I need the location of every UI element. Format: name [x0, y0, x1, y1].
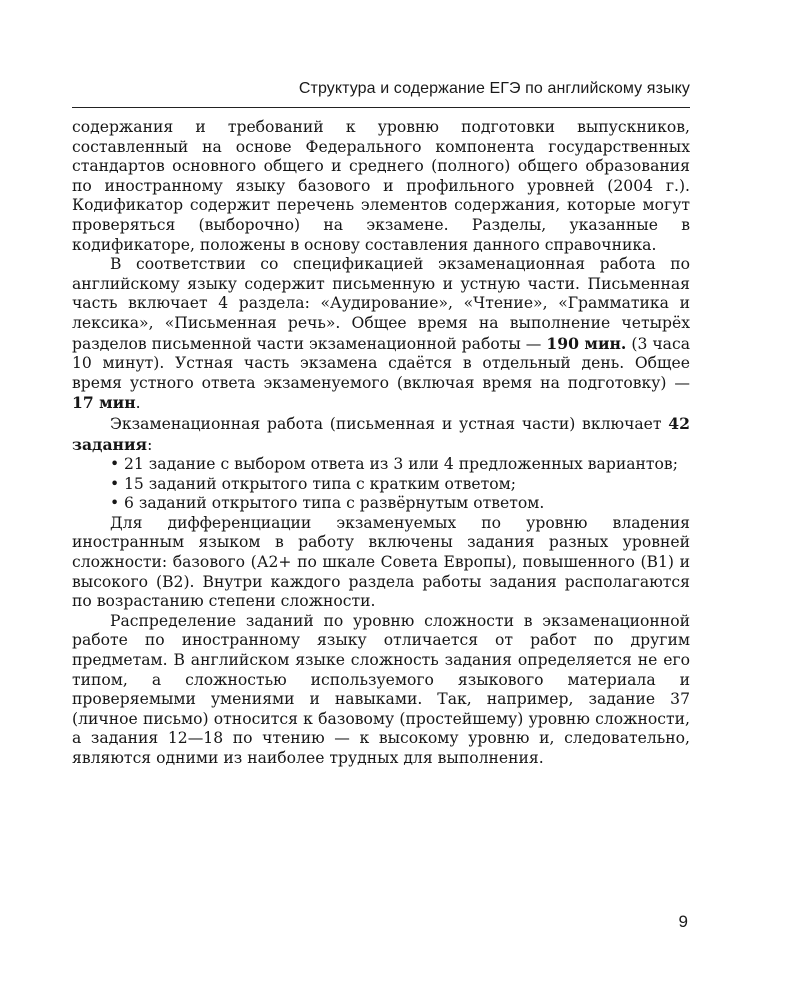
- total-tasks: 42 задания: [72, 413, 690, 454]
- bullet-icon: •: [110, 474, 120, 493]
- task-types-list: [72, 455, 690, 514]
- page-body: [72, 118, 690, 769]
- bullet-icon: •: [110, 494, 120, 513]
- list-item-text: 6 заданий открытого типа с развёрнутым ответом.: [124, 494, 545, 513]
- header-divider: [72, 107, 690, 108]
- paragraph-specification-text-1: В соответствии со спецификацией экзаменационная работа по английскому языку содержит письменную и устную части. Письменная часть включает 4 раздела: «Аудирование», «Чтение», «Грамматика и лексика», «Письменная речь». Общее время на выполнение четырёх разделов письменной части экзаменационной работы —: [72, 255, 690, 353]
- paragraph-specification-text-3: .: [135, 394, 141, 413]
- list-item-text: 21 задание с выбором ответа из 3 или 4 предложенных вариантов;: [124, 455, 678, 474]
- paragraph-specification-text-2: (3 часа 10 минут). Устная часть экзамена сдаётся в отдельный день. Общее время устного ответа экзаменуемого (включая время на подготовку) —: [72, 334, 690, 392]
- bullet-icon: •: [110, 455, 120, 474]
- paragraph-task-count: [72, 414, 690, 455]
- list-item: [110, 494, 690, 514]
- written-part-duration: 190 мин.: [546, 333, 627, 353]
- list-item: [110, 475, 690, 495]
- paragraph-codifier: содержания и требований к уровню подготовки выпускников, составленный на основе Федерального компонента государственных стандартов основного общего и среднего (полного) общего образования по иностранному языку базового и профильного уровней (2004 г.). Кодификатор содержит перечень элементов содержания, которые могут проверяться (выборочно) на экзамене. Разделы, указанные в кодификаторе, положены в основу составления данного справочника.: [72, 118, 690, 254]
- page-number: 9: [678, 912, 688, 931]
- list-item: [110, 455, 690, 475]
- list-item-text: 15 заданий открытого типа с кратким ответом;: [124, 474, 516, 493]
- paragraph-difficulty-levels: Для дифференциации экзаменуемых по уровню владения иностранным языком в работу включены задания разных уровней сложности: базового (А2+ по шкале Совета Европы), повышенного (В1) и высокого (В2). Внутри каждого раздела работы задания располагаются по возрастанию степени сложности.: [72, 513, 690, 611]
- paragraph-task-count-text-2: :: [147, 435, 153, 454]
- oral-part-duration: 17 мин: [72, 393, 136, 413]
- paragraph-task-count-text-1: Экзаменационная работа (письменная и устная части) включает: [110, 414, 669, 433]
- paragraph-specification: [72, 255, 690, 414]
- running-head: Структура и содержание ЕГЭ по английскому языку: [298, 80, 690, 97]
- paragraph-difficulty-distribution: Распределение заданий по уровню сложности в экзаменационной работе по иностранному языку отличается от работ по другим предметам. В английском языке сложность задания определяется не его типом, а сложностью используемого языкового материала и проверяемыми умениями и навыками. Так, например, задание 37 (личное письмо) относится к базовому (простейшему) уровню сложности, а задания 12—18 по чтению — к высокому уровню и, следовательно, являются одними из наиболее трудных для выполнения.: [72, 611, 690, 767]
